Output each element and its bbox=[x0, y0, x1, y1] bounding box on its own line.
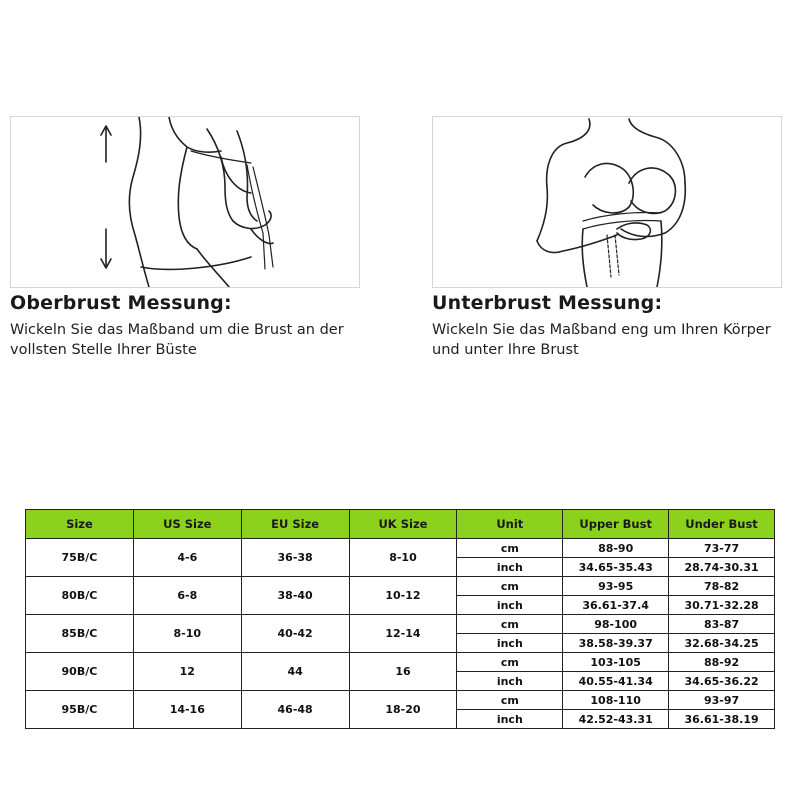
size-chart-table bbox=[25, 509, 775, 729]
under-bust-cell: 36.61-38.19 bbox=[669, 710, 775, 729]
unit-cell: cm bbox=[457, 539, 563, 558]
header-us-size: US Size bbox=[133, 510, 241, 539]
under-bust-cell: 73-77 bbox=[669, 539, 775, 558]
size-cell: 90B/C bbox=[26, 653, 134, 691]
table-header-row bbox=[26, 510, 775, 539]
upper-bust-instructions: Wickeln Sie das Maßband um die Brust an der vollsten Stelle Ihrer Büste bbox=[10, 322, 344, 358]
upper-bust-cell: 38.58-39.37 bbox=[563, 634, 669, 653]
double-arrow-icon bbox=[101, 126, 111, 268]
upper-bust-cell: 103-105 bbox=[563, 653, 669, 672]
size-cell: 75B/C bbox=[26, 539, 134, 577]
under-bust-title: Unterbrust Messung: bbox=[432, 292, 663, 314]
upper-bust-title: Oberbrust Messung: bbox=[10, 292, 232, 314]
table-row bbox=[26, 539, 775, 558]
header-under-bust: Under Bust bbox=[669, 510, 775, 539]
under-bust-cell: 30.71-32.28 bbox=[669, 596, 775, 615]
under-bust-cell: 88-92 bbox=[669, 653, 775, 672]
upper-bust-cell: 34.65-35.43 bbox=[563, 558, 669, 577]
table-row bbox=[26, 691, 775, 710]
header-uk-size: UK Size bbox=[349, 510, 457, 539]
eu-size-cell: 46-48 bbox=[241, 691, 349, 729]
eu-size-cell: 44 bbox=[241, 653, 349, 691]
upper-bust-cell: 93-95 bbox=[563, 577, 669, 596]
unit-cell: cm bbox=[457, 653, 563, 672]
under-bust-cell: 93-97 bbox=[669, 691, 775, 710]
size-cell: 95B/C bbox=[26, 691, 134, 729]
unit-cell: cm bbox=[457, 615, 563, 634]
unit-cell: inch bbox=[457, 558, 563, 577]
us-size-cell: 8-10 bbox=[133, 615, 241, 653]
table-row bbox=[26, 615, 775, 634]
uk-size-cell: 12-14 bbox=[349, 615, 457, 653]
uk-size-cell: 8-10 bbox=[349, 539, 457, 577]
eu-size-cell: 38-40 bbox=[241, 577, 349, 615]
uk-size-cell: 16 bbox=[349, 653, 457, 691]
header-upper-bust: Upper Bust bbox=[563, 510, 669, 539]
us-size-cell: 14-16 bbox=[133, 691, 241, 729]
under-bust-cell: 34.65-36.22 bbox=[669, 672, 775, 691]
size-cell: 80B/C bbox=[26, 577, 134, 615]
upper-bust-cell: 108-110 bbox=[563, 691, 669, 710]
uk-size-cell: 10-12 bbox=[349, 577, 457, 615]
unit-cell: inch bbox=[457, 672, 563, 691]
unit-cell: inch bbox=[457, 710, 563, 729]
under-bust-cell: 78-82 bbox=[669, 577, 775, 596]
unit-cell: cm bbox=[457, 577, 563, 596]
unit-cell: inch bbox=[457, 596, 563, 615]
unit-cell: cm bbox=[457, 691, 563, 710]
upper-bust-cell: 36.61-37.4 bbox=[563, 596, 669, 615]
eu-size-cell: 40-42 bbox=[241, 615, 349, 653]
us-size-cell: 12 bbox=[133, 653, 241, 691]
under-bust-instructions: Wickeln Sie das Maßband eng um Ihren Körper und unter Ihre Brust bbox=[432, 322, 771, 358]
uk-size-cell: 18-20 bbox=[349, 691, 457, 729]
upper-bust-cell: 40.55-41.34 bbox=[563, 672, 669, 691]
us-size-cell: 6-8 bbox=[133, 577, 241, 615]
header-size: Size bbox=[26, 510, 134, 539]
under-bust-cell: 83-87 bbox=[669, 615, 775, 634]
header-unit: Unit bbox=[457, 510, 563, 539]
eu-size-cell: 36-38 bbox=[241, 539, 349, 577]
upper-bust-cell: 88-90 bbox=[563, 539, 669, 558]
table-row bbox=[26, 653, 775, 672]
under-bust-cell: 32.68-34.25 bbox=[669, 634, 775, 653]
us-size-cell: 4-6 bbox=[133, 539, 241, 577]
under-bust-illustration bbox=[432, 116, 782, 288]
header-eu-size: EU Size bbox=[241, 510, 349, 539]
upper-bust-cell: 42.52-43.31 bbox=[563, 710, 669, 729]
under-bust-cell: 28.74-30.31 bbox=[669, 558, 775, 577]
upper-bust-cell: 98-100 bbox=[563, 615, 669, 634]
table-row bbox=[26, 577, 775, 596]
unit-cell: inch bbox=[457, 634, 563, 653]
size-cell: 85B/C bbox=[26, 615, 134, 653]
upper-bust-illustration bbox=[10, 116, 360, 288]
